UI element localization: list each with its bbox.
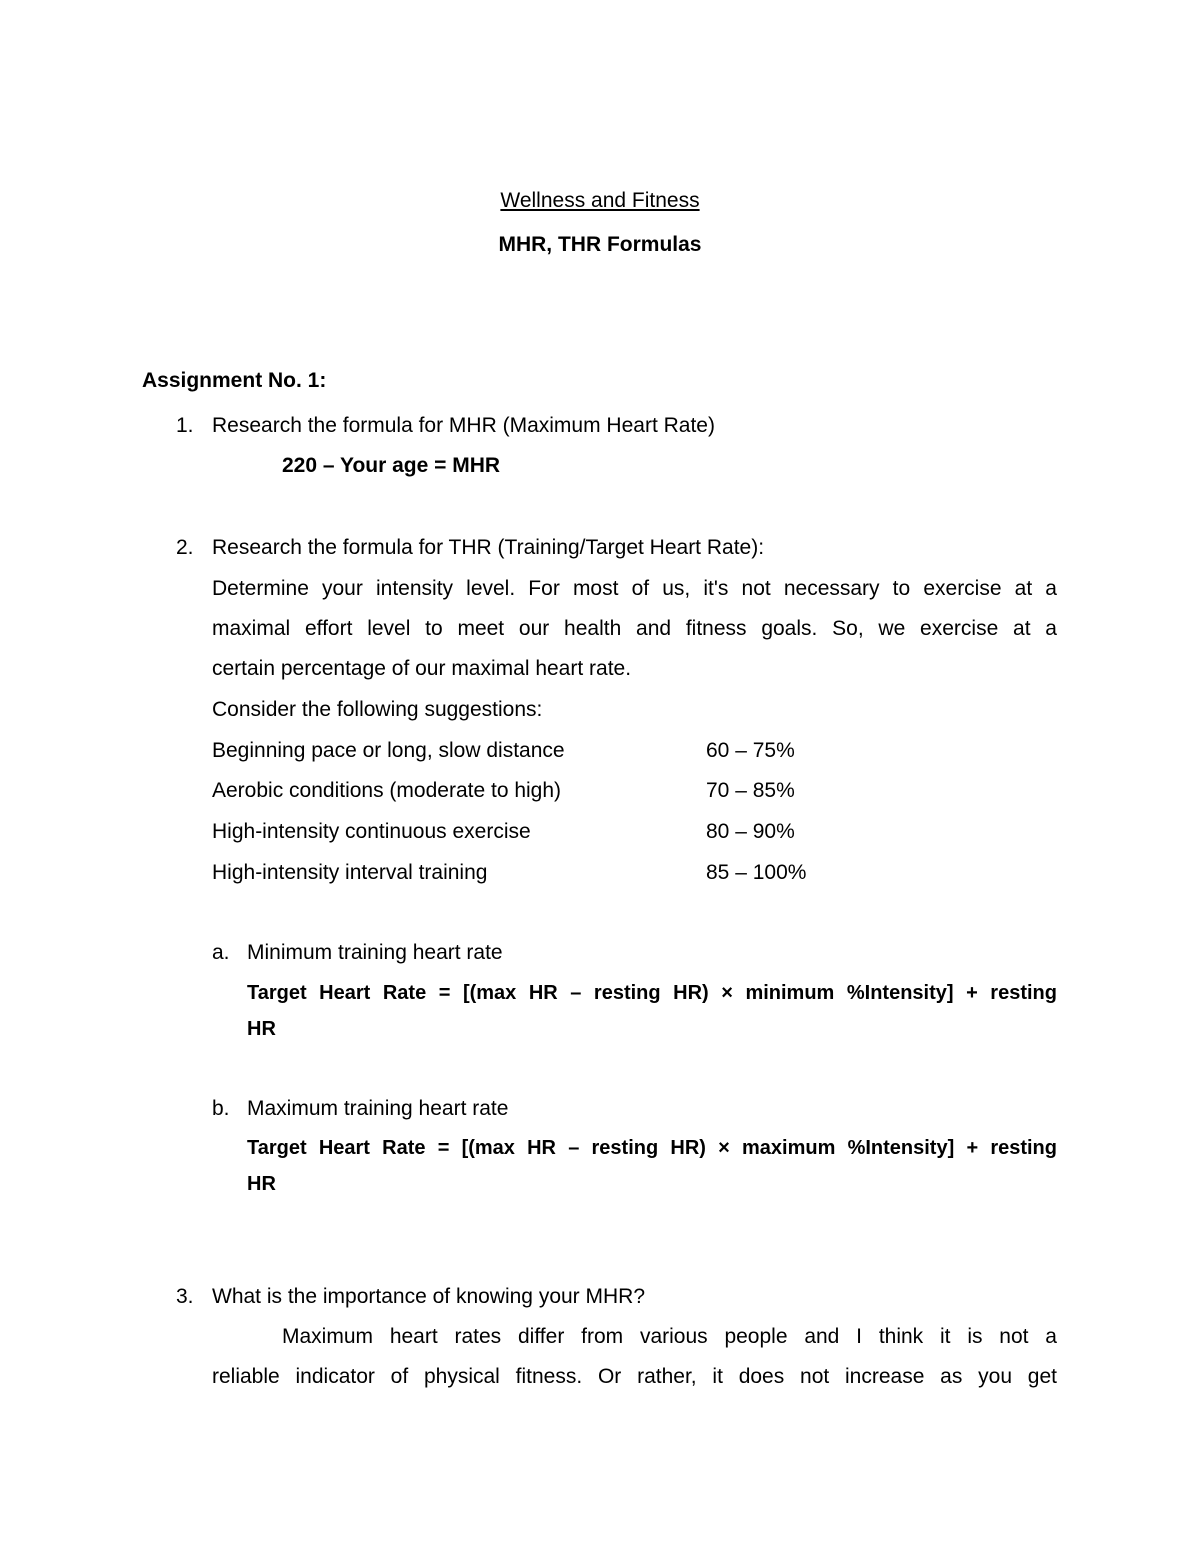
suggestion-label: Aerobic conditions (moderate to high) xyxy=(212,779,562,802)
suggestion-value: 80 – 90% xyxy=(706,820,795,843)
question-2-number: 2. xyxy=(176,536,194,559)
assignment-heading: Assignment No. 1: xyxy=(142,369,327,392)
sub-item-b-letter: b. xyxy=(212,1097,230,1120)
intensity-paragraph-line: maximal effort level to meet our health and fitness goals. So, we exercise at a xyxy=(212,617,1057,640)
answer-line: Maximum heart rates differ from various people and I think it is not a xyxy=(282,1325,1057,1348)
question-1-text: Research the formula for MHR (Maximum Heart Rate) xyxy=(212,414,715,437)
question-3-text: What is the importance of knowing your MHR? xyxy=(212,1285,646,1308)
question-3-number: 3. xyxy=(176,1285,194,1308)
sub-item-b-text: Maximum training heart rate xyxy=(247,1097,509,1120)
document-subtitle: MHR, THR Formulas xyxy=(498,233,702,256)
question-1-number: 1. xyxy=(176,414,194,437)
max-thr-formula-tail: HR xyxy=(247,1173,276,1195)
suggestions-intro: Consider the following suggestions: xyxy=(212,698,543,721)
question-2-text: Research the formula for THR (Training/Target Heart Rate): xyxy=(212,536,765,559)
sub-item-a-text: Minimum training heart rate xyxy=(247,941,503,964)
max-thr-formula-line: Target Heart Rate = [(max HR – resting HR) × maximum %Intensity] + resting xyxy=(247,1137,1057,1159)
document-title: Wellness and Fitness xyxy=(500,189,700,212)
mhr-formula: 220 – Your age = MHR xyxy=(282,454,501,477)
suggestion-label: High-intensity interval training xyxy=(212,861,488,884)
suggestion-value: 70 – 85% xyxy=(706,779,795,802)
suggestion-value: 85 – 100% xyxy=(706,861,807,884)
suggestion-value: 60 – 75% xyxy=(706,739,795,762)
intensity-paragraph-line: Determine your intensity level. For most of us, it's not necessary to exercise at a xyxy=(212,577,1057,600)
suggestion-label: High-intensity continuous exercise xyxy=(212,820,531,843)
answer-line: reliable indicator of physical fitness. Or rather, it does not increase as you get xyxy=(212,1365,1057,1388)
sub-item-a-letter: a. xyxy=(212,941,230,964)
min-thr-formula-line: Target Heart Rate = [(max HR – resting HR) × minimum %Intensity] + resting xyxy=(247,982,1057,1004)
min-thr-formula-tail: HR xyxy=(247,1018,276,1040)
suggestion-label: Beginning pace or long, slow distance xyxy=(212,739,565,762)
intensity-paragraph-line: certain percentage of our maximal heart rate. xyxy=(212,657,632,680)
